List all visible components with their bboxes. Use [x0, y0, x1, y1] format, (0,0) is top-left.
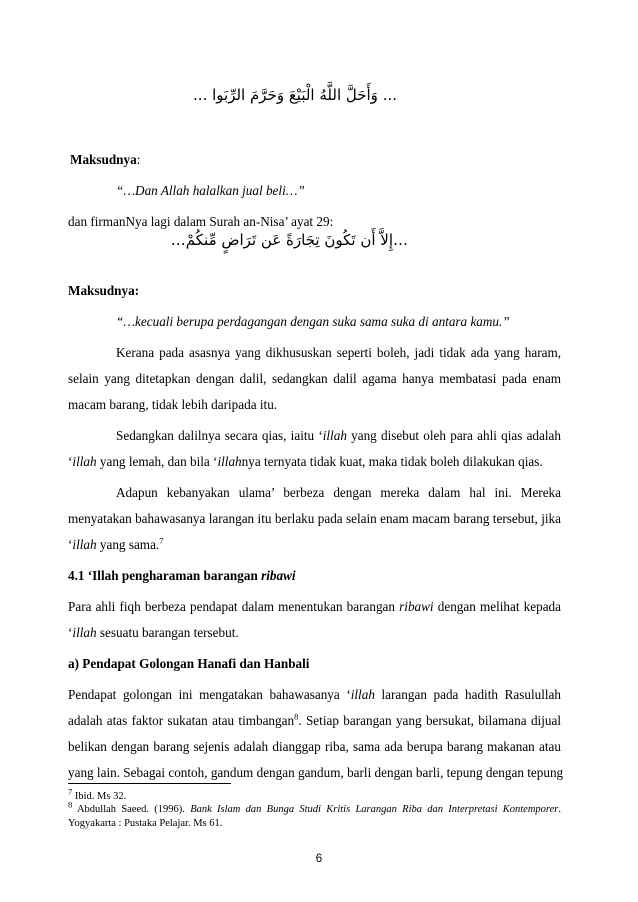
quran-verse-albaqarah: ... وَأَحَلَّ اللَّهُ الْبَيْعَ وَحَرَّمَ الرِّبَوا ...: [193, 86, 397, 104]
footnote-7: [68, 786, 127, 803]
p2-l2-illah-2: illah: [217, 454, 242, 469]
p4-l2-a: ‘: [68, 625, 73, 640]
paragraph-5-line-2: [68, 712, 561, 729]
p3-l3-illah: illah: [72, 537, 97, 552]
paragraph-3-line-1: Adapun kebanyakan ulama’ berbeza dengan mereka dalam hal ini. Mereka: [116, 485, 561, 500]
p5-l2-a: adalah atas faktor sukatan atau timbangan: [68, 713, 295, 728]
intro-verse-2: dan firmanNya lagi dalam Surah an-Nisa’ ayat 29:: [68, 214, 334, 229]
footnote-ref-8[interactable]: 8: [294, 711, 299, 722]
quran-verse-annisa: …إِلاَّ أَن تَكُونَ تِجَارَةً عَن تَرَاضٍ مِّنكُمْ…: [170, 231, 408, 249]
footnote-8-number: 8: [68, 799, 73, 810]
footnote-8-line-1: [68, 799, 561, 816]
paragraph-1-line-2: selain yang ditetapkan dengan dalil, sedangkan dalil agama hanya membatasi pada enam: [68, 371, 561, 386]
footnote-7-number: 7: [68, 786, 73, 797]
paragraph-5-line-4: yang lain. Sebagai contoh, gandum dengan gandum, barli dengan barli, tepung dengan tepung: [68, 765, 564, 780]
p4-l1-a: Para ahli fiqh berbeza pendapat dalam menentukan barangan: [68, 599, 400, 614]
p4-l2-illah: illah: [72, 625, 97, 640]
p2-l2-a: ‘: [68, 454, 73, 469]
p2-text-a: Sedangkan dalilnya secara qias, iaitu ‘: [116, 428, 323, 443]
p5-l1-b: larangan pada hadith Rasulullah: [374, 687, 561, 702]
maksudnya-label-2: Maksudnya:: [68, 283, 140, 298]
footnote-8-title: Bank Islam dan Bunga Studi Kritis Larangan Riba dan Interpretasi Kontemporer: [190, 804, 559, 815]
p5-l1-a: Pendapat golongan ini mengatakan bahawasanya ‘: [68, 687, 351, 702]
paragraph-5-line-1: [68, 686, 561, 703]
p5-l1-illah: illah: [350, 687, 375, 702]
paragraph-2-line-1: [116, 427, 561, 444]
p2-l2-b: yang lemah, dan bila ‘: [96, 454, 218, 469]
paragraph-4-line-2: [68, 624, 239, 641]
p4-l1-ribawi: ribawi: [399, 599, 434, 614]
footnote-separator: [68, 783, 231, 784]
translation-2: “…kecuali berupa perdagangan dengan suka sama suka di antara kamu.”: [116, 314, 510, 329]
footnote-7-text: Ibid. Ms 32.: [72, 791, 127, 802]
p4-l2-b: sesuatu barangan tersebut.: [96, 625, 239, 640]
maksudnya-colon: :: [136, 152, 141, 167]
footnote-8-author: Abdullah Saeed. (1996).: [72, 804, 191, 815]
p2-illah: illah: [322, 428, 347, 443]
p3-l3-b: yang sama.: [96, 537, 160, 552]
footnote-8-period: .: [558, 804, 561, 815]
paragraph-3-line-2: menyatakan bahawasanya larangan itu berlaku pada selain enam macam barang tersebut, jika: [68, 511, 561, 526]
p5-l2-b: . Setiap barangan yang bersukat, bilamana dijual: [298, 713, 561, 728]
p2-l2-illah-1: illah: [72, 454, 97, 469]
p2-l2-c: nya ternyata tidak kuat, maka tidak boleh dilakukan qias.: [241, 454, 543, 469]
p3-l3-a: ‘: [68, 537, 73, 552]
section-heading-4-1: [68, 567, 296, 584]
translation-1: “…Dan Allah halalkan jual beli…”: [116, 183, 305, 198]
paragraph-2-line-2: [68, 453, 543, 470]
paragraph-1-line-1: Kerana pada asasnya yang dikhususkan seperti boleh, jadi tidak ada yang haram,: [116, 345, 561, 360]
heading-4-1-italic: ribawi: [261, 568, 296, 583]
page-number: 6: [315, 853, 323, 865]
heading-4-1-text: 4.1 ‘Illah pengharaman barangan: [68, 568, 262, 583]
footnote-ref-7[interactable]: 7: [159, 535, 164, 546]
maksudnya-label-text: Maksudnya: [70, 152, 137, 167]
p2-text-b: yang disebut oleh para ahli qias adalah: [346, 428, 561, 443]
paragraph-3-line-3: [68, 536, 163, 553]
paragraph-5-line-3: belikan dengan barang sejenis adalah dianggap riba, sama ada berupa barang makanan atau: [68, 739, 561, 754]
p4-l1-b: dengan melihat kepada: [433, 599, 561, 614]
section-heading-a: a) Pendapat Golongan Hanafi dan Hanbali: [68, 656, 310, 671]
maksudnya-label-1: [70, 151, 140, 168]
paragraph-1-line-3: macam barang, tidak lebih daripada itu.: [68, 397, 278, 412]
paragraph-4-line-1: [68, 598, 561, 615]
footnote-8-line-2: Yogyakarta : Pustaka Pelajar. Ms 61.: [68, 818, 223, 829]
